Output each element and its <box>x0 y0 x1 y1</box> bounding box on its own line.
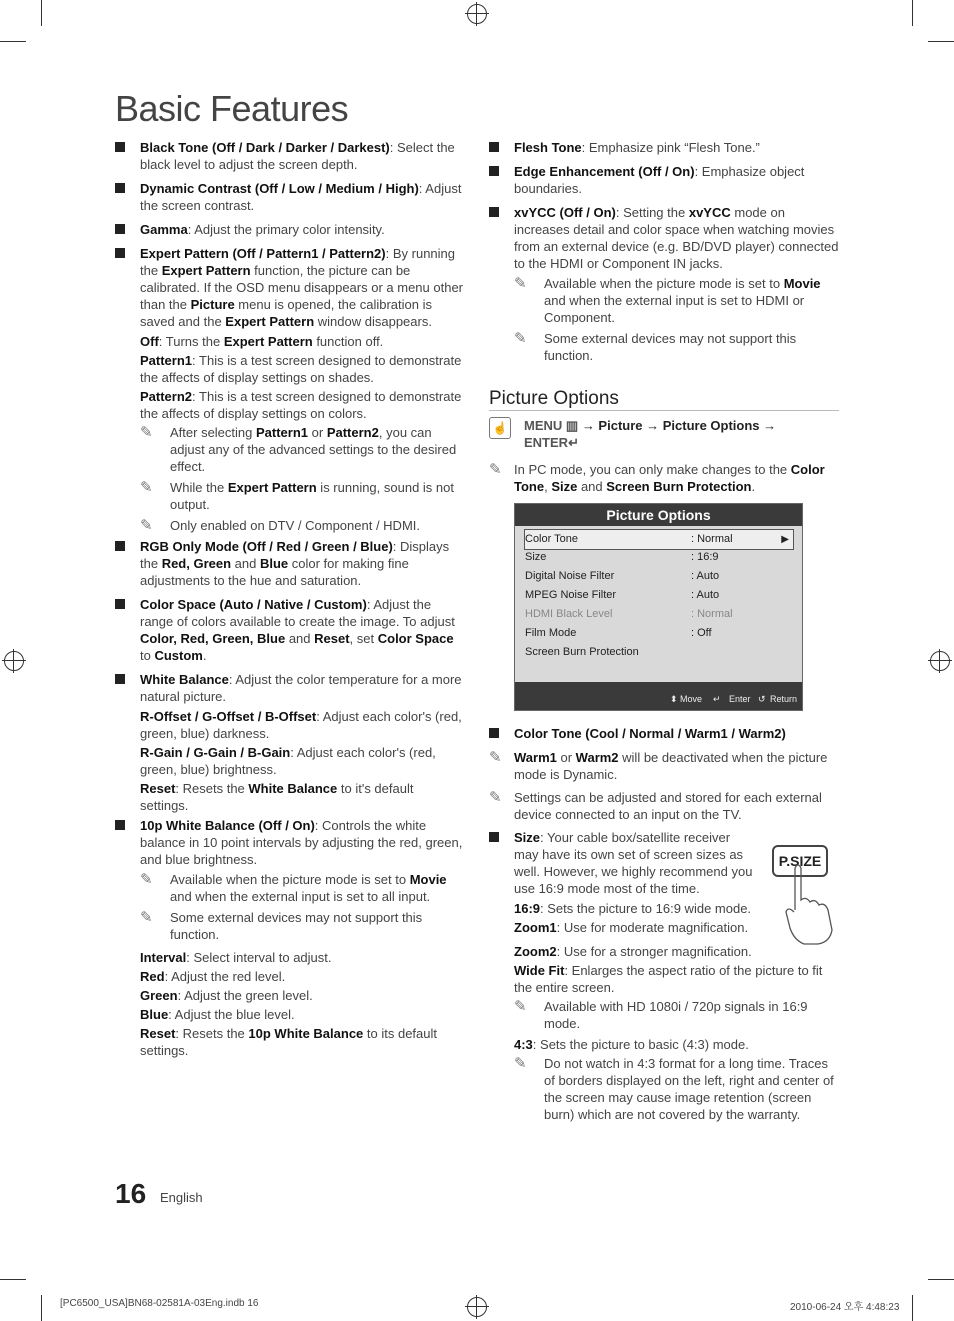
hand-icon: ☝ <box>489 417 511 439</box>
osd-label: Digital Noise Filter <box>525 570 615 582</box>
pencil-icon: ✎ <box>140 909 153 926</box>
note-text: and when the external input is set to HDMI or Component. <box>544 293 805 325</box>
item-desc: menu is opened, the calibration is saved and the <box>140 297 432 329</box>
arrow-right-icon: ▶ <box>781 534 789 545</box>
desc: function off. <box>312 334 384 349</box>
list-item <box>115 245 465 330</box>
desc: : Resets the <box>175 1026 249 1041</box>
osd-footer <box>515 682 802 710</box>
osd-row-color-tone[interactable] <box>524 529 794 550</box>
note-text: Only enabled on DTV / Component / HDMI. <box>170 518 421 533</box>
pencil-icon: ✎ <box>140 871 153 888</box>
desc: : Select interval to adjust. <box>186 950 332 965</box>
pencil-icon: ✎ <box>514 330 527 347</box>
note-text: . <box>751 479 756 494</box>
bullet-icon <box>115 183 125 193</box>
pencil-icon: ✎ <box>514 998 527 1015</box>
note <box>140 871 465 905</box>
keyword: xvYCC <box>688 205 731 220</box>
keyword: Reset <box>140 781 176 796</box>
footer-timestamp: 2010-06-24 오후 4:48:23 <box>790 1302 900 1313</box>
item-name: Size <box>514 830 541 845</box>
osd-label: HDMI Black Level <box>525 608 613 620</box>
keyword: Pattern2 <box>326 425 379 440</box>
registration-mark-icon <box>467 4 487 24</box>
note <box>140 479 465 513</box>
item-desc: : Setting the <box>615 205 689 220</box>
list-item <box>489 163 839 197</box>
note-text: , you can adjust any of the advanced settings to the desired effect. <box>170 425 457 474</box>
keyword: Movie <box>783 276 821 291</box>
item-name: Edge Enhancement (Off / On) <box>514 164 695 179</box>
item-desc: : By running the <box>140 246 455 278</box>
list-item <box>489 139 839 156</box>
keyword: Picture <box>190 297 235 312</box>
note-text: will be deactivated when the picture mode is Dynamic. <box>514 750 828 782</box>
item-desc: : Displays the <box>140 539 450 571</box>
item-desc: to <box>140 648 155 663</box>
enter-label: Enter <box>729 694 751 704</box>
desc: : This is a test screen designed to demonstrate the affects of display settings on colors. <box>140 389 462 421</box>
osd-row-hdmi-black-level <box>525 605 793 624</box>
osd-row-digital-noise-filter[interactable] <box>525 567 793 586</box>
item-name: Dynamic Contrast (Off / Low / Medium / High) <box>140 181 419 196</box>
menu-label: MENU <box>524 418 563 433</box>
osd-row-screen-burn-protection[interactable] <box>525 643 793 662</box>
item-name: Flesh Tone <box>514 140 582 155</box>
pencil-icon: ✎ <box>489 749 502 766</box>
item-desc: mode on increases detail and color space when watching movies from an external device (e.g. BD/DVD player) connected to the HDMI or Component IN jacks. <box>514 205 839 271</box>
list-item <box>115 671 465 705</box>
note-text: and when the external input is set to all input. <box>170 889 431 904</box>
keyword: Green <box>140 988 178 1003</box>
osd-label: MPEG Noise Filter <box>525 589 617 601</box>
registration-mark-icon <box>467 1297 487 1317</box>
crop-mark <box>928 41 954 42</box>
keyword: Red, Green <box>161 556 232 571</box>
right-column <box>489 139 839 1127</box>
sub-options <box>115 708 465 814</box>
keyword: 16:9 <box>514 901 541 916</box>
page-title: Basic Features <box>115 88 349 129</box>
bullet-icon <box>115 248 125 258</box>
list-item <box>115 817 465 868</box>
menu-path <box>489 417 839 451</box>
list-item <box>115 221 465 238</box>
bullet-icon <box>115 820 125 830</box>
pointing-hand-icon <box>780 860 842 946</box>
list-item <box>115 596 465 664</box>
item-desc: and <box>231 556 260 571</box>
bullet-icon <box>115 599 125 609</box>
keyword: Pattern2 <box>140 389 193 404</box>
item-name: White Balance <box>140 672 229 687</box>
pencil-icon: ✎ <box>140 424 153 441</box>
crop-mark <box>912 0 913 26</box>
keyword: Pattern1 <box>140 353 193 368</box>
note-text: Available when the picture mode is set to <box>170 872 410 887</box>
enter-icon: ↵ <box>568 435 579 450</box>
desc: : Use for moderate magnification. <box>556 920 749 935</box>
list-item <box>115 139 465 173</box>
psize-button-illustration: P.SIZE <box>772 845 828 877</box>
bullet-icon <box>489 142 499 152</box>
note-text: or <box>308 425 327 440</box>
left-column <box>115 139 465 1062</box>
crop-mark <box>928 1279 954 1280</box>
list-item <box>115 180 465 214</box>
note-text: Do not watch in 4:3 format for a long time. Traces of borders displayed on the left, right and center of the screen may cause image retention (screen burn) which are not covered by the warranty. <box>544 1056 834 1122</box>
keyword: Color Space <box>377 631 454 646</box>
osd-label: Screen Burn Protection <box>525 646 639 658</box>
note-text: Some external devices may not support this function. <box>170 910 423 942</box>
keyword: White Balance <box>248 781 338 796</box>
item-name: Gamma <box>140 222 188 237</box>
desc: : Turns the <box>158 334 224 349</box>
note-text: and <box>577 479 607 494</box>
note-text: Some external devices may not support this function. <box>544 331 797 363</box>
pencil-icon: ✎ <box>489 461 502 478</box>
item-name: 10p White Balance (Off / On) <box>140 818 315 833</box>
item-desc: , set <box>349 631 378 646</box>
note <box>514 330 839 364</box>
note <box>489 789 839 823</box>
note-text: or <box>556 750 576 765</box>
osd-title: Picture Options <box>515 504 802 526</box>
item-desc: and <box>285 631 315 646</box>
desc: : Resets the <box>175 781 249 796</box>
desc: : Adjust the red level. <box>164 969 286 984</box>
osd-row-mpeg-noise-filter[interactable] <box>525 586 793 605</box>
crop-mark <box>41 1295 42 1321</box>
keyword: Color, Red, Green, Blue <box>140 631 286 646</box>
item-desc: . <box>202 648 207 663</box>
desc: : Adjust each color's (red, green, blue) darkness. <box>140 709 462 741</box>
osd-row-film-mode[interactable] <box>525 624 793 643</box>
pencil-icon: ✎ <box>514 1055 527 1072</box>
osd-value: : Normal <box>691 533 733 545</box>
item-desc: : Adjust the primary color intensity. <box>187 222 385 237</box>
pencil-icon: ✎ <box>140 479 153 496</box>
keyword: Interval <box>140 950 187 965</box>
keyword: Size <box>551 479 578 494</box>
enter-icon: ↵ <box>713 694 721 704</box>
keyword: Expert Pattern <box>227 480 317 495</box>
bullet-icon <box>115 541 125 551</box>
desc: : Adjust the blue level. <box>168 1007 295 1022</box>
bullet-icon <box>115 674 125 684</box>
crop-mark <box>912 1295 913 1321</box>
keyword: R-Gain / G-Gain / B-Gain <box>140 745 291 760</box>
item-desc: : Controls the white balance in 10 point intervals by adjusting the red, green, and blue brightness. <box>140 818 463 867</box>
footer-file-info: [PC6500_USA]BN68-02581A-03Eng.indb 16 <box>60 1298 259 1309</box>
crop-mark <box>41 0 42 26</box>
osd-label: Film Mode <box>525 627 577 639</box>
pencil-icon: ✎ <box>514 275 527 292</box>
osd-value: : Off <box>691 627 712 639</box>
note-text: While the <box>170 480 228 495</box>
keyword: Reset <box>140 1026 176 1041</box>
keyword: Blue <box>259 556 289 571</box>
picture-options-osd <box>514 503 803 711</box>
note-text: In PC mode, you can only make changes to the <box>514 462 791 477</box>
keyword: Movie <box>409 872 447 887</box>
menu-path-text: → Picture → Picture Options → <box>578 418 777 433</box>
enter-label: ENTER <box>524 435 569 450</box>
bullet-icon <box>489 207 499 217</box>
item-name: Black Tone (Off / Dark / Darker / Darkest) <box>140 140 390 155</box>
desc: : Adjust the green level. <box>177 988 313 1003</box>
return-label: Return <box>770 694 798 704</box>
keyword: Zoom2 <box>514 944 557 959</box>
list-item <box>489 725 839 742</box>
item-desc: : Select the black level to adjust the screen depth. <box>140 140 455 172</box>
bullet-icon <box>489 728 499 738</box>
note <box>140 517 465 534</box>
page-language: English <box>160 1190 203 1205</box>
section-heading: Picture Options <box>489 390 839 411</box>
item-desc: window disappears. <box>314 314 432 329</box>
desc: : Adjust each color's (red, green, blue) brightness. <box>140 745 436 777</box>
osd-value: : Normal <box>691 608 733 620</box>
keyword: Warm1 <box>514 750 557 765</box>
list-item <box>115 538 465 589</box>
pencil-icon: ✎ <box>489 789 502 806</box>
item-desc: : Your cable box/satellite receiver may have its own set of screen sizes as well. However, we highly recommend you use 16:9 mode most of the time. <box>514 830 753 896</box>
move-icon: ⬍ <box>670 694 678 704</box>
bullet-icon <box>489 832 499 842</box>
keyword: Color Tone <box>514 462 825 494</box>
note <box>514 998 839 1032</box>
registration-mark-icon <box>930 651 950 671</box>
item-name: xvYCC (Off / On) <box>514 205 616 220</box>
registration-mark-icon <box>4 651 24 671</box>
item-desc: function, the picture can be calibrated. If the OSD menu disappears or a menu other than the <box>140 263 464 312</box>
list-item <box>489 829 754 897</box>
crop-mark <box>0 1279 26 1280</box>
desc: : Enlarges the aspect ratio of the picture to fit the entire screen. <box>514 963 823 995</box>
note <box>140 424 465 475</box>
item-name: RGB Only Mode (Off / Red / Green / Blue) <box>140 539 393 554</box>
bullet-icon <box>489 166 499 176</box>
note-text: Available with HD 1080i / 720p signals in 16:9 mode. <box>544 999 808 1031</box>
keyword: Reset <box>314 631 350 646</box>
pencil-icon: ✎ <box>140 517 153 534</box>
keyword: Screen Burn Protection <box>606 479 752 494</box>
keyword: Blue <box>140 1007 169 1022</box>
keyword: Expert Pattern <box>225 314 315 329</box>
item-desc: : Adjust the range of colors available to create the image. To adjust <box>140 597 455 629</box>
keyword: Custom <box>154 648 203 663</box>
bullet-icon <box>115 142 125 152</box>
keyword: R-Offset / G-Offset / B-Offset <box>140 709 317 724</box>
sub-options <box>115 871 465 1059</box>
note <box>140 909 465 943</box>
keyword: Expert Pattern <box>161 263 251 278</box>
note <box>514 275 839 326</box>
page-number: 16 <box>115 1178 147 1209</box>
keyword: Zoom1 <box>514 920 557 935</box>
item-desc: : Adjust the color temperature for a more natural picture. <box>140 672 462 704</box>
item-desc: : Adjust the screen contrast. <box>140 181 462 213</box>
keyword: Off <box>140 334 159 349</box>
desc: : Sets the picture to basic (4:3) mode. <box>532 1037 749 1052</box>
menu-icon: ▥ <box>565 418 579 433</box>
osd-label: Size <box>525 551 547 563</box>
note-text: After selecting <box>170 425 256 440</box>
sub-options <box>489 275 839 364</box>
note <box>489 461 839 495</box>
osd-value: : Auto <box>691 570 720 582</box>
move-label: Move <box>680 694 703 704</box>
desc: : Sets the picture to 16:9 wide mode. <box>540 901 752 916</box>
item-desc: : Emphasize pink “Flesh Tone.” <box>581 140 760 155</box>
note <box>489 749 839 783</box>
osd-label: Color Tone <box>525 533 578 545</box>
keyword: Wide Fit <box>514 963 565 978</box>
keyword: 4:3 <box>514 1037 533 1052</box>
desc: : Use for a stronger magnification. <box>556 944 752 959</box>
item-desc: color for making fine adjustments to the hue and saturation. <box>140 556 409 588</box>
keyword: Warm2 <box>575 750 619 765</box>
note-text: Available when the picture mode is set to <box>544 276 784 291</box>
keyword: 10p White Balance <box>248 1026 364 1041</box>
item-name: Color Tone (Cool / Normal / Warm1 / Warm2) <box>514 726 786 741</box>
sub-options <box>115 333 465 534</box>
note-text: Settings can be adjusted and stored for each external device connected to an input on the TV. <box>514 790 822 822</box>
note <box>514 1055 839 1123</box>
keyword: Expert Pattern <box>223 334 313 349</box>
osd-row-size[interactable] <box>525 548 793 567</box>
keyword: Pattern1 <box>256 425 309 440</box>
keyword: Red <box>140 969 165 984</box>
bullet-icon <box>115 224 125 234</box>
list-item <box>489 204 839 272</box>
desc: : This is a test screen designed to demonstrate the affects of display settings on shades. <box>140 353 462 385</box>
desc: to its default settings. <box>140 1026 437 1058</box>
osd-value: : Auto <box>691 589 720 601</box>
item-desc: : Emphasize object boundaries. <box>514 164 805 196</box>
osd-value: : 16:9 <box>691 551 719 563</box>
return-icon: ↺ <box>758 694 766 704</box>
item-name: Expert Pattern (Off / Pattern1 / Pattern2) <box>140 246 386 261</box>
desc: to it's default settings. <box>140 781 414 813</box>
note-text: , <box>544 479 552 494</box>
crop-mark <box>0 41 26 42</box>
note-text: is running, sound is not output. <box>170 480 454 512</box>
item-name: Color Space (Auto / Native / Custom) <box>140 597 367 612</box>
